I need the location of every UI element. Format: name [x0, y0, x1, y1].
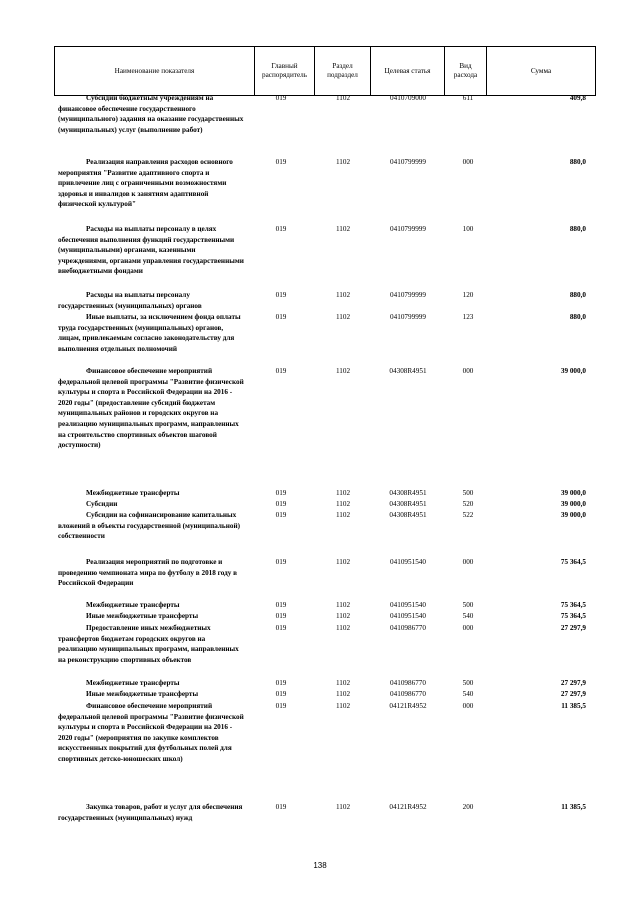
row-type: 000: [462, 558, 474, 566]
row-section: 1102: [335, 94, 351, 102]
row-sum: 39 000,0: [560, 367, 586, 375]
row-sum: 39 000,0: [560, 489, 586, 497]
row-name: Финансовое обеспечение мероприятий федеральной целевой программы "Развитие физической культуры и спорта в Российской Федерации на 2016 - 2020 годы" (мероприятия по закупке комплектов искусственных покрытий для футбольных полей для спортивных детско-юношеских школ): [58, 702, 244, 763]
row-target: 0410799999: [390, 313, 426, 321]
row-name: Межбюджетные трансферты: [86, 601, 180, 609]
row-type: 500: [462, 679, 474, 687]
row-sum: 880,0: [569, 291, 586, 299]
row-name: Реализация мероприятий по подготовке и проведению чемпионата мира по футболу в 2018 году в Российской Федерации: [58, 558, 238, 588]
row-chief: 019: [275, 624, 287, 632]
header-type: Вид расхода: [445, 47, 487, 95]
row-sum: 39 000,0: [560, 500, 586, 508]
row-section: 1102: [335, 803, 351, 811]
row-name: Межбюджетные трансферты: [86, 679, 180, 687]
row-type: 000: [462, 158, 474, 166]
row-sum: 75 364,5: [560, 601, 586, 609]
header-section: Раздел подраздел: [315, 47, 371, 95]
row-type: 000: [462, 702, 474, 710]
row-name: Иные межбюджетные трансферты: [86, 690, 199, 698]
header-sum: Сумма: [530, 66, 552, 75]
row-chief: 019: [275, 558, 287, 566]
row-section: 1102: [335, 702, 351, 710]
row-name: Расходы на выплаты персоналу в целях обеспечения выполнения функций государственными (муниципальными) органами, казенными учреждениями, органами управления государственными внебюджетными фондами: [58, 225, 244, 276]
row-type: 500: [462, 601, 474, 609]
row-section: 1102: [335, 690, 351, 698]
row-sum: 11 385,5: [561, 702, 586, 710]
row-sum: 27 297,9: [560, 679, 586, 687]
row-target: 0410951540: [390, 558, 426, 566]
page-number: 138: [313, 861, 327, 870]
row-name: Иные межбюджетные трансферты: [86, 612, 199, 620]
row-name: Закупка товаров, работ и услуг для обеспечения государственных (муниципальных) нужд: [58, 803, 243, 822]
row-target: 0410799999: [390, 158, 426, 166]
row-chief: 019: [275, 225, 287, 233]
row-section: 1102: [335, 291, 351, 299]
row-chief: 019: [275, 367, 287, 375]
row-sum: 75 364,5: [560, 612, 586, 620]
row-name: Финансовое обеспечение мероприятий федеральной целевой программы "Развитие физической культуры и спорта в Российской Федерации на 2016 - 2020 годы" (предоставление субсидий бюджетам муниципальных районов и городских округов на реализацию муниципальных программ, направленных на строительство спортивных объектов шаговой доступности): [58, 367, 244, 450]
row-target: 0410951540: [390, 601, 426, 609]
table-header: [54, 46, 596, 96]
row-sum: 11 385,5: [561, 803, 586, 811]
row-sum: 39 000,0: [560, 511, 586, 519]
row-type: 000: [462, 367, 474, 375]
row-sum: 27 297,9: [560, 690, 586, 698]
row-target: 0410799999: [390, 291, 426, 299]
header-target: Целевая статья: [371, 47, 445, 95]
header-chief: Главный распорядитель: [255, 47, 315, 95]
row-name: Иные выплаты, за исключением фонда оплаты труда государственных (муниципальных) органов, лицам, привлекаемым согласно законодательству для выполнения отдельных полномочий: [58, 313, 241, 353]
row-target: 0410799999: [390, 225, 426, 233]
row-target: 04308R4951: [389, 500, 427, 508]
row-chief: 019: [275, 94, 287, 102]
row-type: 120: [462, 291, 474, 299]
row-target: 04121R4952: [389, 803, 427, 811]
row-section: 1102: [335, 500, 351, 508]
row-sum: 409,8: [569, 94, 586, 102]
row-section: 1102: [335, 489, 351, 497]
row-type: 520: [462, 500, 474, 508]
row-target: 04308R4951: [389, 489, 427, 497]
row-name: Субсидии бюджетным учреждениям на финансовое обеспечение государственного (муниципального) задания на оказание государственных (муниципальных) услуг (выполнение работ): [58, 94, 244, 134]
row-chief: 019: [275, 158, 287, 166]
row-sum: 880,0: [569, 158, 586, 166]
row-section: 1102: [335, 313, 351, 321]
row-name: Межбюджетные трансферты: [86, 489, 180, 497]
row-type: 611: [462, 94, 474, 102]
row-name: Субсидии на софинансирование капитальных вложений в объекты государственной (муниципальной) собственности: [58, 511, 241, 541]
row-name: Предоставление иных межбюджетных трансфертов бюджетам городских округов на реализацию муниципальных программ, направленных на реконструкцию спортивных объектов: [58, 624, 239, 664]
row-chief: 019: [275, 601, 287, 609]
row-name: Субсидии: [86, 500, 118, 508]
row-chief: 019: [275, 612, 287, 620]
row-section: 1102: [335, 225, 351, 233]
row-chief: 019: [275, 511, 287, 519]
row-section: 1102: [335, 158, 351, 166]
row-chief: 019: [275, 500, 287, 508]
row-type: 200: [462, 803, 474, 811]
row-type: 522: [462, 511, 474, 519]
row-name: Расходы на выплаты персоналу государственных (муниципальных) органов: [58, 291, 202, 310]
row-target: 04308R4951: [389, 367, 427, 375]
row-chief: 019: [275, 291, 287, 299]
row-section: 1102: [335, 601, 351, 609]
row-chief: 019: [275, 803, 287, 811]
row-section: 1102: [335, 679, 351, 687]
row-chief: 019: [275, 690, 287, 698]
row-section: 1102: [335, 612, 351, 620]
row-target: 04121R4952: [389, 702, 427, 710]
row-type: 540: [462, 612, 474, 620]
row-section: 1102: [335, 558, 351, 566]
row-chief: 019: [275, 702, 287, 710]
row-chief: 019: [275, 489, 287, 497]
row-section: 1102: [335, 367, 351, 375]
row-sum: 880,0: [569, 313, 586, 321]
row-sum: 880,0: [569, 225, 586, 233]
row-chief: 019: [275, 679, 287, 687]
row-target: 0410986770: [390, 624, 426, 632]
row-sum: 27 297,9: [560, 624, 586, 632]
row-target: 0410709000: [390, 94, 426, 102]
row-type: 123: [462, 313, 474, 321]
row-target: 0410986770: [390, 690, 426, 698]
row-type: 540: [462, 690, 474, 698]
row-type: 000: [462, 624, 474, 632]
row-type: 100: [462, 225, 474, 233]
row-target: 04308R4951: [389, 511, 427, 519]
header-name: Наименование показателя: [55, 47, 255, 95]
row-target: 0410951540: [390, 612, 426, 620]
row-type: 500: [462, 489, 474, 497]
row-name: Реализация направления расходов основного мероприятия "Развитие адаптивного спорта и привлечение лиц с ограниченными возможностями здоровья и инвалидов к занятиям адаптивной физической культурой": [58, 158, 233, 209]
row-section: 1102: [335, 624, 351, 632]
row-section: 1102: [335, 511, 351, 519]
row-sum: 75 364,5: [560, 558, 586, 566]
row-target: 0410986770: [390, 679, 426, 687]
row-chief: 019: [275, 313, 287, 321]
